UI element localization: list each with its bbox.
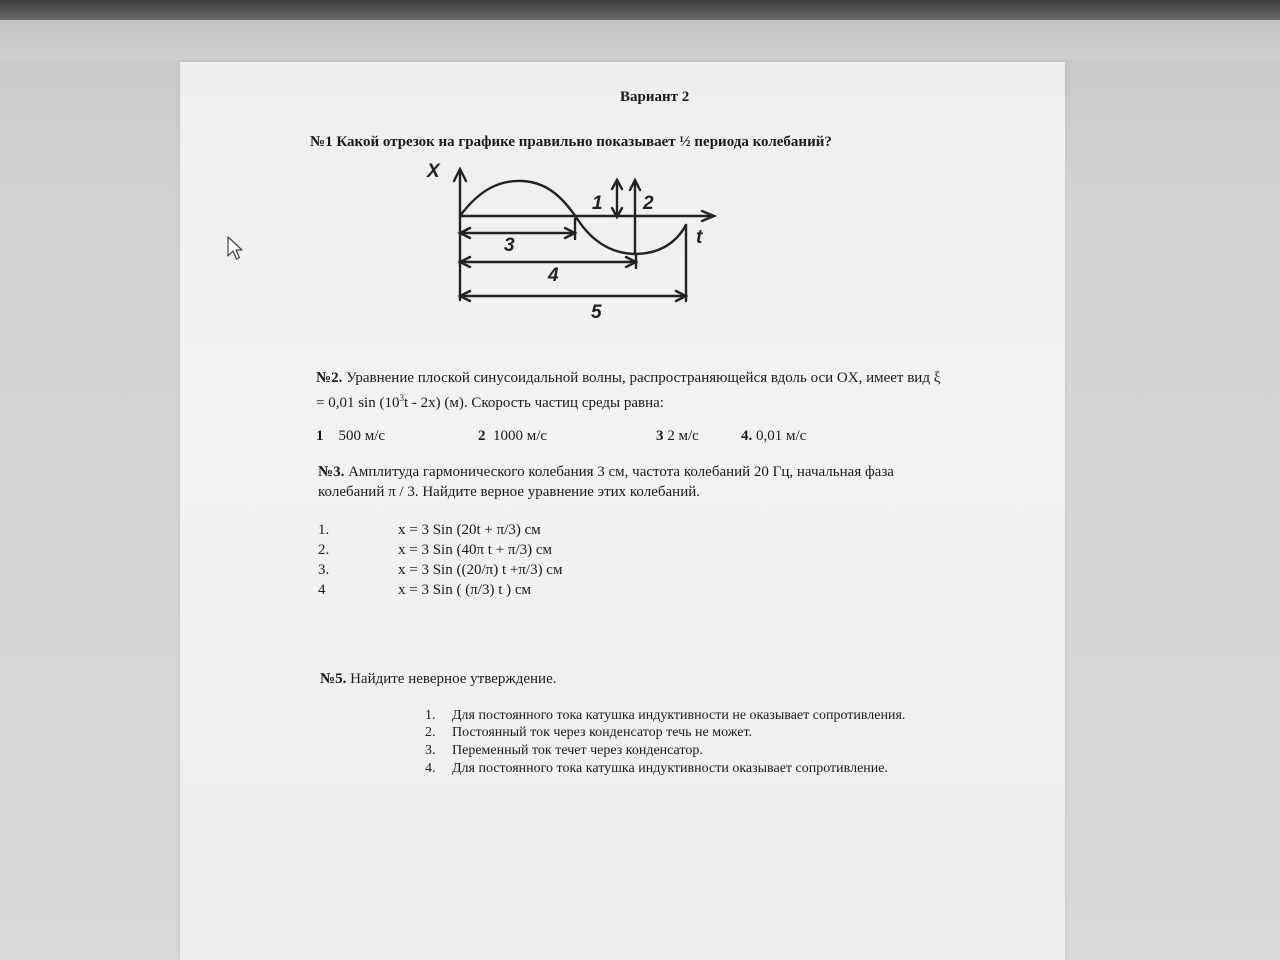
q3-option-1-number: 1.	[318, 522, 330, 538]
question-3-line-1	[318, 463, 894, 481]
q2-answer-3	[656, 427, 699, 445]
question-1-number: №1	[310, 134, 333, 150]
question-1-text: Какой отрезок на графике правильно показывает ½ периода колебаний?	[336, 134, 832, 150]
mouse-pointer-icon	[226, 236, 244, 262]
q2-answer-2	[478, 427, 547, 445]
segment-4-label: 4	[548, 265, 559, 286]
answer-number: 2	[478, 428, 486, 444]
question-2-line-1	[316, 369, 940, 387]
q2-answer-4	[741, 427, 806, 445]
answer-text: 1000 м/с	[493, 428, 548, 444]
answer-text: 0,01 м/с	[756, 428, 807, 444]
answer-number: 1	[316, 428, 324, 444]
q5-item-4-text: Для постоянного тока катушка индуктивности оказывает сопротивление.	[452, 761, 888, 776]
question-2-text: Уравнение плоской синусоидальной волны, распространяющейся вдоль оси OX, имеет вид ξ	[346, 370, 941, 386]
q3-option-4-number: 4	[318, 582, 326, 598]
question-3-number: №3.	[318, 464, 345, 480]
q2-answer-1	[316, 427, 385, 445]
question-2-exponent: 3	[399, 393, 404, 403]
q5-item-1-number: 1.	[425, 708, 436, 723]
q5-item-2-text: Постоянный ток через конденсатор течь не может.	[452, 725, 753, 740]
oscillation-graph	[420, 155, 730, 325]
q3-option-3-equation: x = 3 Sin ((20/π) t +π/3) см	[398, 562, 563, 578]
segment-5-label: 5	[591, 302, 602, 323]
q3-option-2-number: 2.	[318, 542, 330, 558]
answer-text: 500 м/с	[338, 428, 386, 444]
question-2-line-2	[316, 389, 664, 412]
q3-option-4-equation: x = 3 Sin ( (π/3) t ) см	[398, 582, 532, 598]
q5-item-3-text: Переменный ток течет через конденсатор.	[452, 743, 703, 758]
question-2-formula-start: = 0,01 sin (10	[316, 395, 400, 411]
question-5-number: №5.	[320, 671, 347, 687]
y-axis-label: X	[427, 161, 440, 182]
q5-item-1-text: Для постоянного тока катушка индуктивности не оказывает сопротивления.	[452, 708, 906, 723]
answer-number: 4.	[741, 428, 753, 444]
monitor-bezel	[0, 0, 1280, 20]
q3-option-1-equation: x = 3 Sin (20t + π/3) см	[398, 522, 541, 538]
q3-option-2-equation: x = 3 Sin (40π t + π/3) см	[398, 542, 553, 558]
segment-2-label: 2	[643, 193, 654, 214]
question-5	[320, 670, 557, 688]
document-title: Вариант 2	[620, 89, 690, 105]
answer-number: 3	[656, 428, 664, 444]
x-axis-label: t	[696, 227, 703, 248]
question-3-line-2: колебаний π / 3. Найдите верное уравнение этих колебаний.	[318, 484, 700, 500]
question-3-text: Амплитуда гармонического колебания 3 см, частота колебаний 20 Гц, начальная фаза	[348, 464, 894, 480]
q5-item-3-number: 3.	[425, 743, 436, 758]
question-5-text: Найдите неверное утверждение.	[350, 671, 557, 687]
screen-background	[0, 20, 1280, 60]
answer-text: 2 м/с	[667, 428, 699, 444]
question-2-formula-end: t - 2x) (м). Скорость частиц среды равна:	[403, 395, 664, 411]
q5-item-4-number: 4.	[425, 761, 436, 776]
q5-item-2-number: 2.	[425, 725, 436, 740]
segment-3-label: 3	[504, 235, 515, 256]
oscillation-curve	[460, 181, 686, 254]
segment-1-label: 1	[592, 193, 603, 214]
q3-option-3-number: 3.	[318, 562, 330, 578]
question-2-number: №2.	[316, 370, 343, 386]
question-1	[310, 133, 832, 151]
